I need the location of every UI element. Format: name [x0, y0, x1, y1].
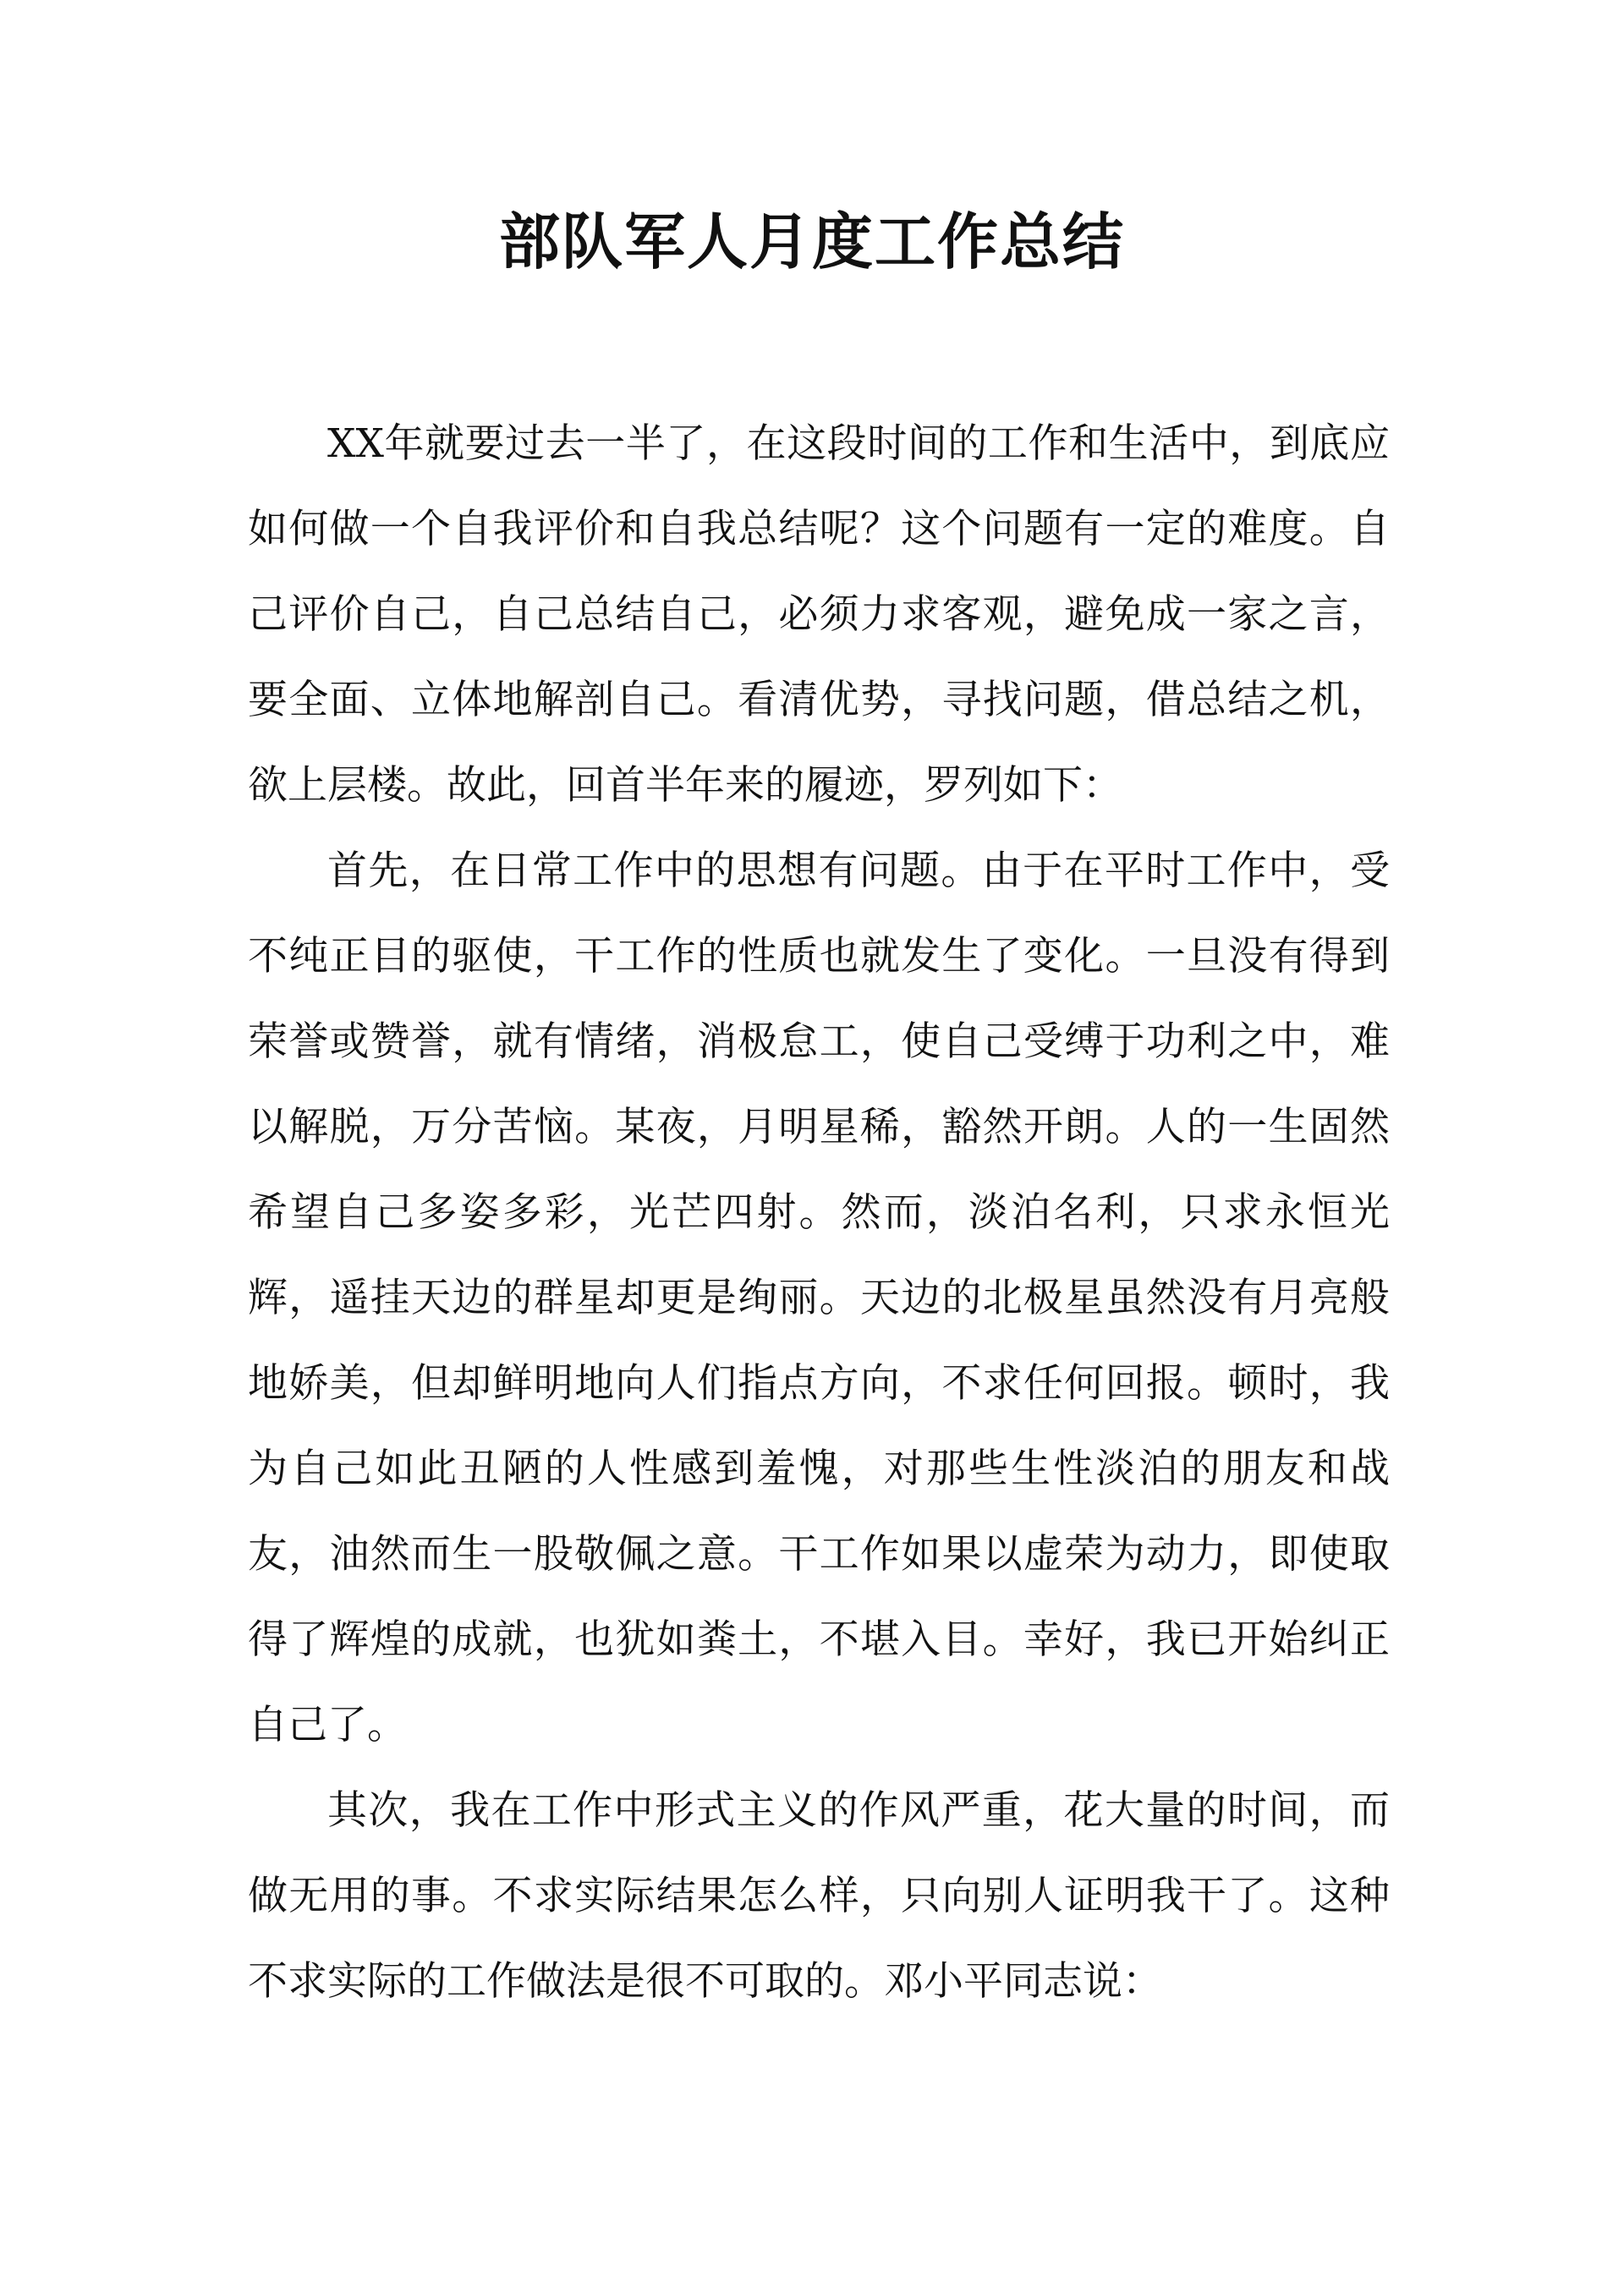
paragraph-intro: XX年就要过去一半了，在这段时间的工作和生活中，到底应如何做一个自我评价和自我总结呢？这个问题有一定的难度。自己评价自己，自己总结自己，必须力求客观，避免成一家之言，要全面、立体地解剖自己。看清优势，寻找问题，借总结之机，欲上层楼。故此，回首半年来的履迹，罗列如下：	[248, 420, 1390, 809]
document-title: 部队军人月度工作总结	[498, 206, 1125, 277]
paragraph-first-point: 首先，在日常工作中的思想有问题。由于在平时工作中，受不纯正目的驱使，干工作的性质也就发生了变化。一旦没有得到荣誉或赞誉，就有情绪，消极怠工，使自己受缚于功利之中，难以解脱，万分苦恼。某夜，月明星稀，豁然开朗。人的一生固然希望自己多姿多彩，光芒四射。然而，淡泊名利，只求永恒光辉，遥挂天边的群星却更是绚丽。天边的北极星虽然没有月亮般地娇美，但却鲜明地向人们指点方向，不求任何回报。顿时，我为自己如此丑陋的人性感到羞愧，对那些生性淡泊的朋友和战友，油然而生一股敬佩之意。干工作如果以虚荣为动力，即使取得了辉煌的成就，也犹如粪土，不堪入目。幸好，我已开始纠正自己了。	[248, 848, 1390, 1748]
paragraph-second-point: 其次，我在工作中形式主义的作风严重，花大量的时间，而做无用的事。不求实际结果怎么样，只向别人证明我干了。这种不求实际的工作做法是很不可取的。邓小平同志说：	[248, 1787, 1390, 2005]
document-body	[248, 401, 1390, 2024]
